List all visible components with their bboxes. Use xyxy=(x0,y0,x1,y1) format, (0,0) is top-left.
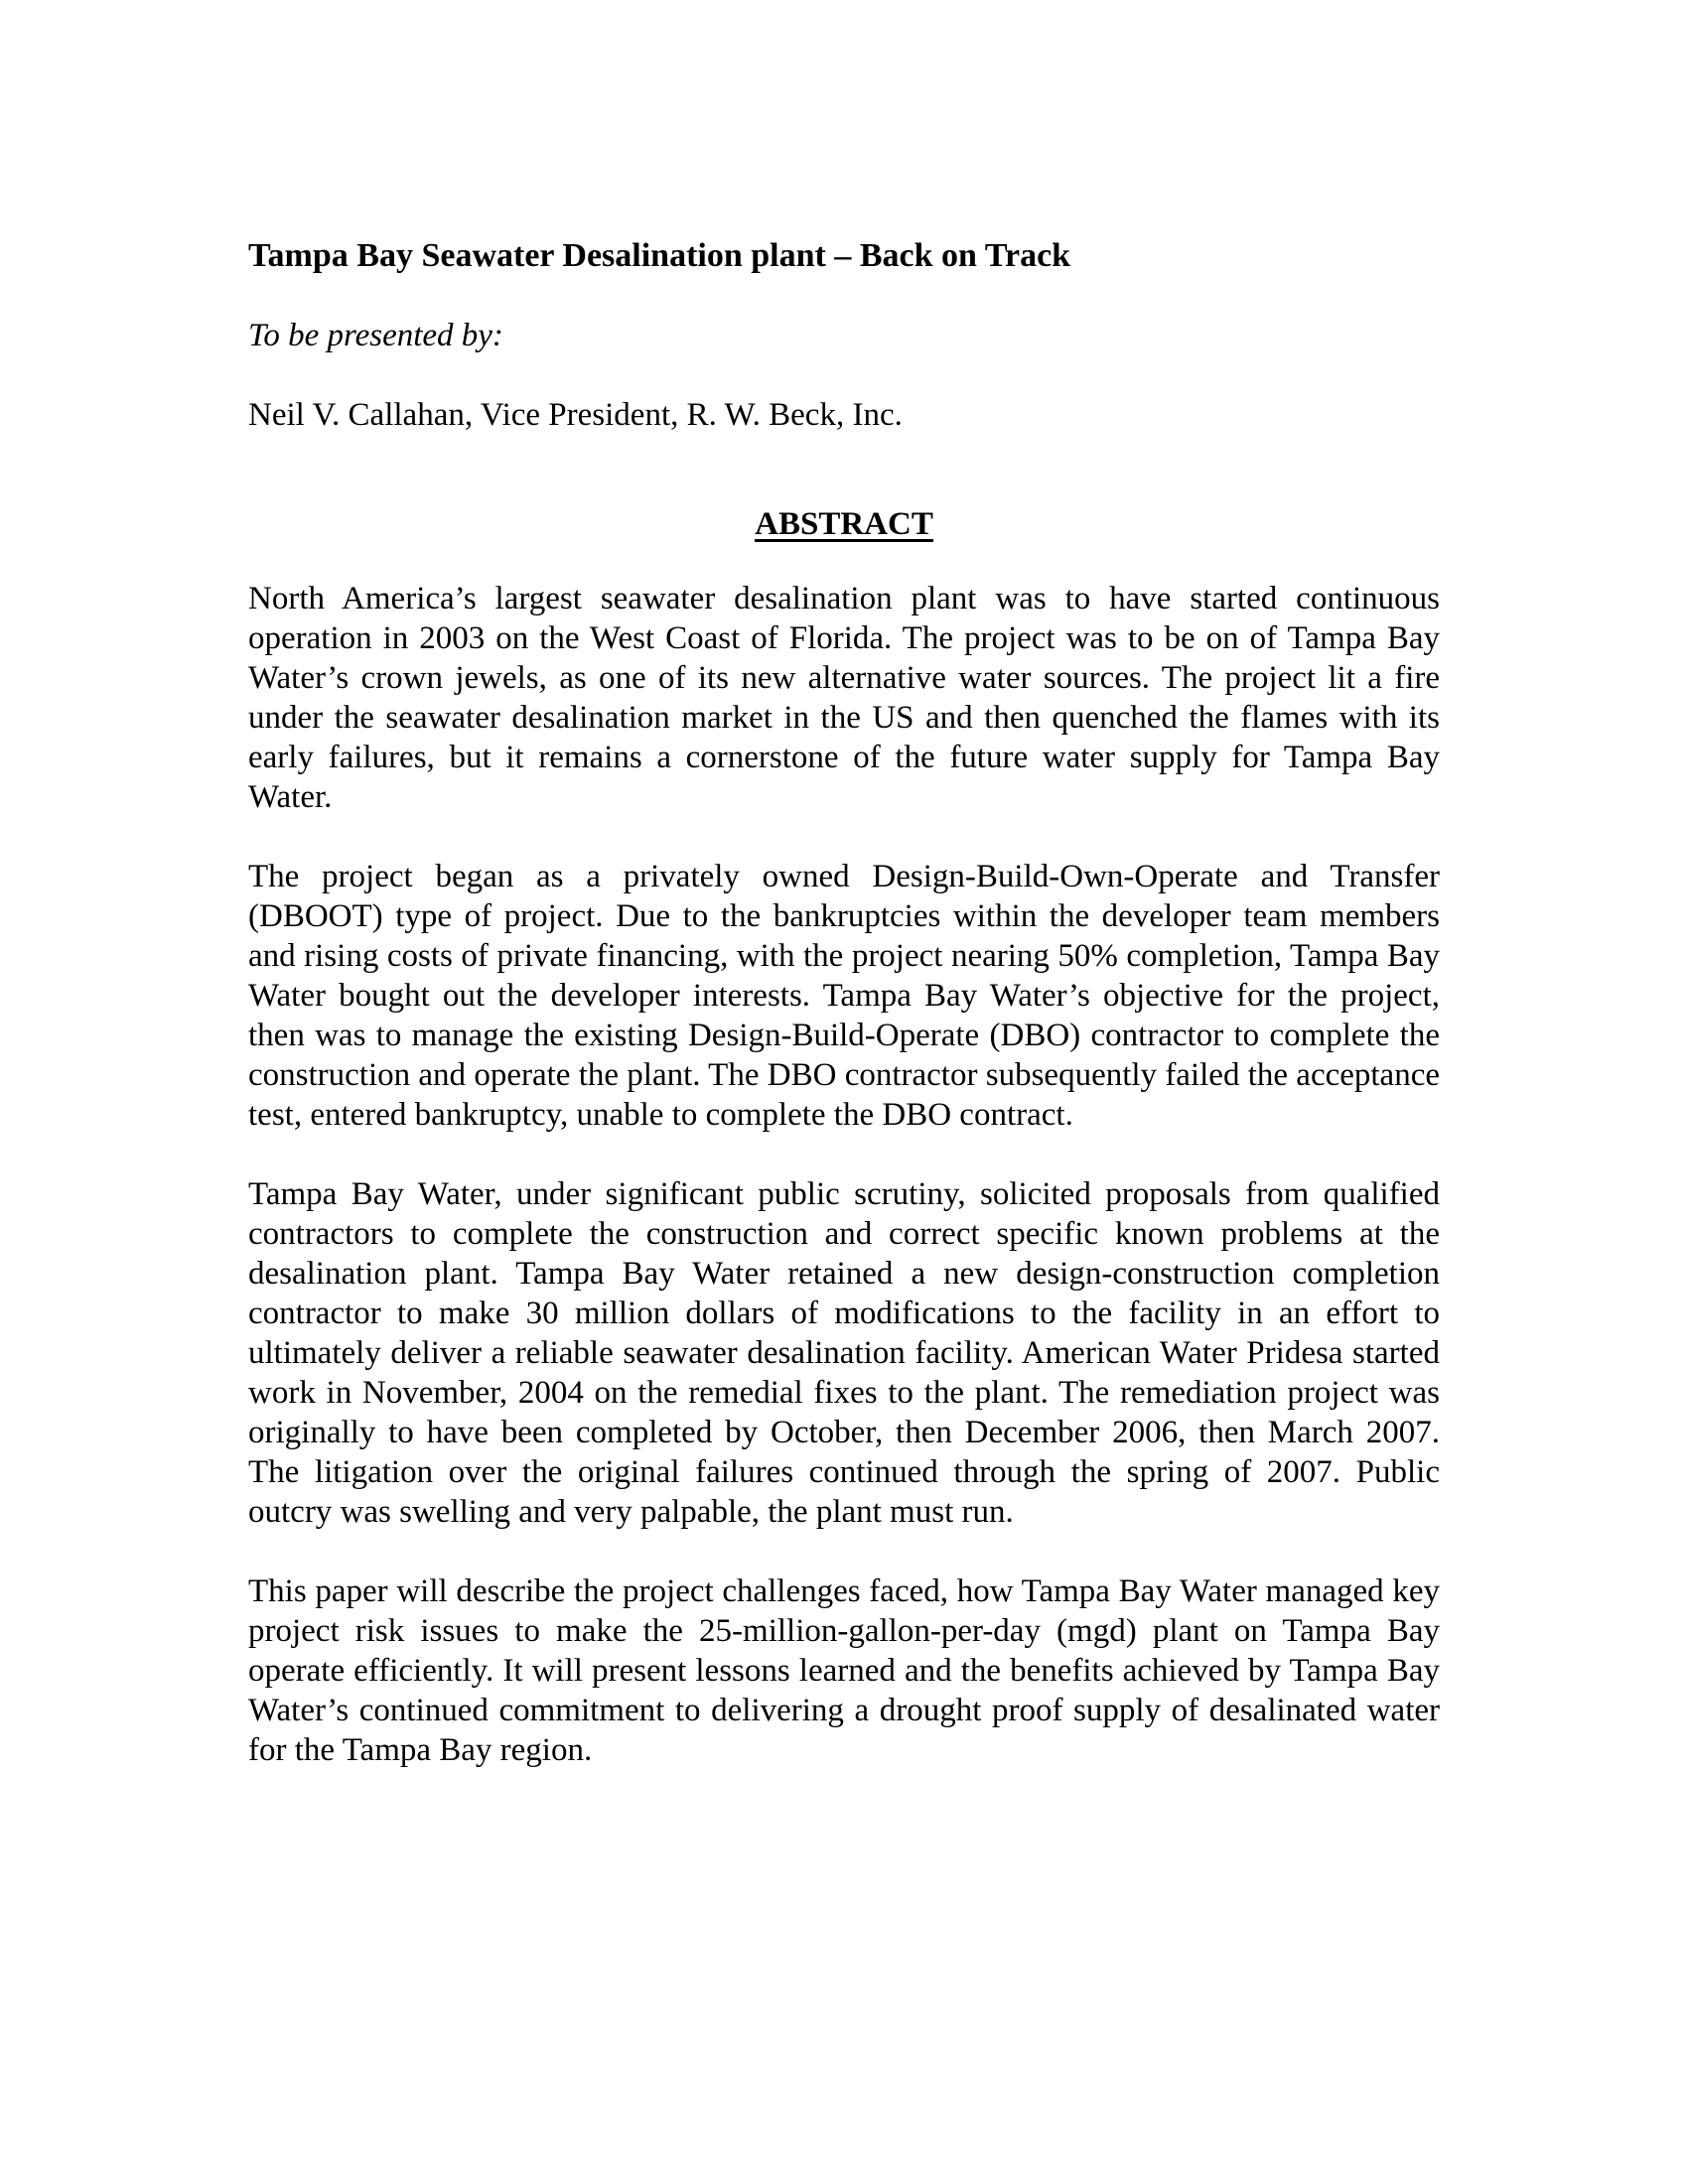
document-title: Tampa Bay Seawater Desalination plant – Back on Track xyxy=(248,237,1071,274)
abstract-paragraph-1: North America’s largest seawater desalination plant was to have started continuous operation in 2003 on the West Coast of Florida. The project was to be on of Tampa Bay Water’s crown jewels, as one of its new alternative water sources. The project lit a fire under the seawater desalination market in the US and then quenched the flames with its early failures, but it remains a cornerstone of the future water supply for Tampa Bay Water. xyxy=(248,581,1440,815)
abstract-heading xyxy=(248,504,1440,544)
abstract-heading-text: ABSTRACT xyxy=(755,506,933,542)
abstract-paragraph-4: This paper will describe the project challenges faced, how Tampa Bay Water managed key project risk issues to make the 25-million-gallon-per-day (mgd) plant on Tampa Bay operate efficiently. It will present lessons learned and the benefits achieved by Tampa Bay Water’s continued commitment to delivering a drought proof supply of desalinated water for the Tampa Bay region. xyxy=(248,1573,1440,1768)
document-content xyxy=(248,236,1440,1770)
author-line: Neil V. Callahan, Vice President, R. W. Beck, Inc. xyxy=(248,397,903,433)
abstract-paragraph-2: The project began as a privately owned Design-Build-Own-Operate and Transfer (DBOOT) type of project. Due to the bankruptcies within the developer team members and rising costs of private financing, with the project nearing 50% completion, Tampa Bay Water bought out the developer interests. Tampa Bay Water’s objective for the project, then was to manage the existing Design-Build-Operate (DBO) contractor to complete the construction and operate the plant. The DBO contractor subsequently failed the acceptance test, entered bankruptcy, unable to complete the DBO contract. xyxy=(248,859,1440,1133)
abstract-paragraph-3: Tampa Bay Water, under significant public scrutiny, solicited proposals from qualified contractors to complete the construction and correct specific known problems at the desalination plant. Tampa Bay Water retained a new design-construction completion contractor to make 30 million dollars of modifications to the facility in an effort to ultimately deliver a reliable seawater desalination facility. American Water Pridesa started work in November, 2004 on the remedial fixes to the plant. The remediation project was originally to have been completed by October, then December 2006, then March 2007. The litigation over the original failures continued through the spring of 2007. Public outcry was swelling and very palpable, the plant must run. xyxy=(248,1176,1440,1530)
presented-by-line: To be presented by: xyxy=(248,318,503,353)
